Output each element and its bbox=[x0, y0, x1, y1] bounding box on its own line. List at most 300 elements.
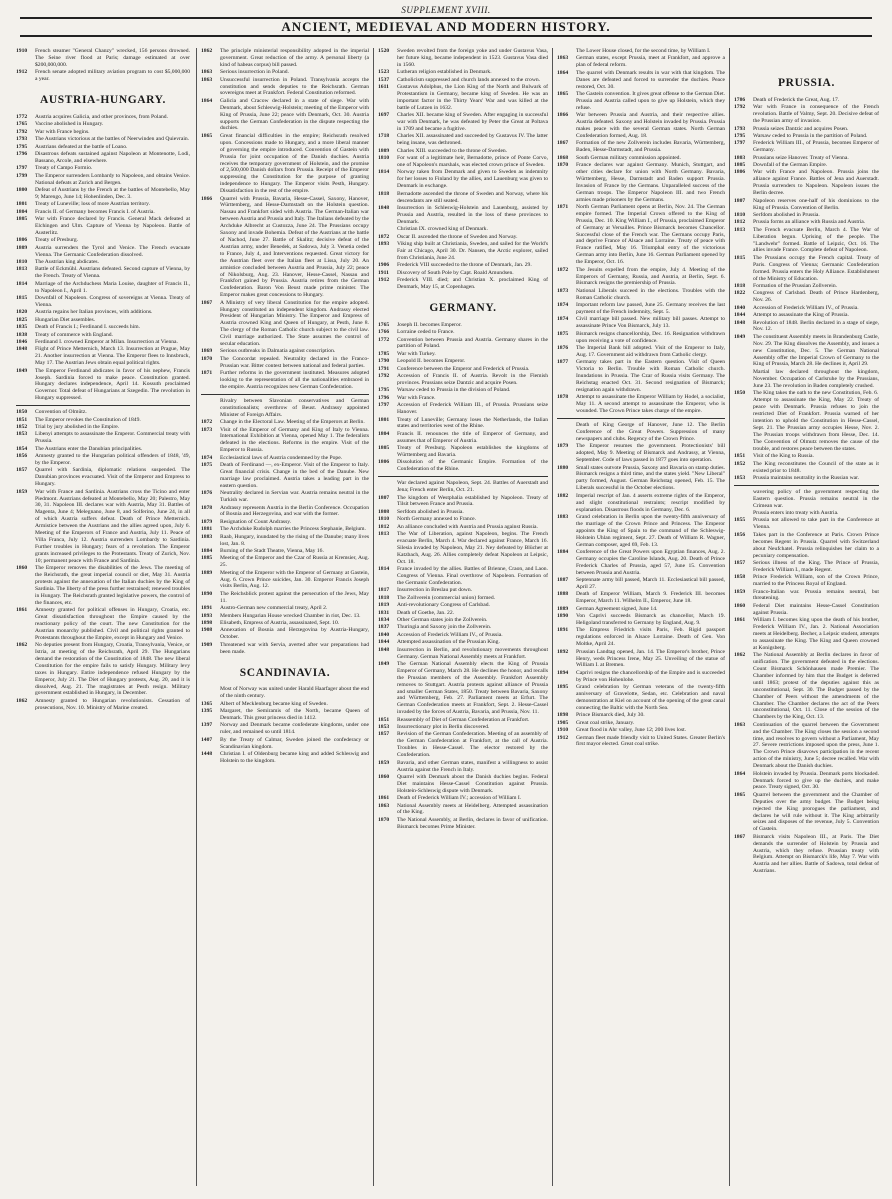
history-entry bbox=[557, 422, 725, 443]
entry-year: 1870 bbox=[378, 816, 390, 823]
entry-text: William I. becomes king upon the death of his brother, Frederick William IV., Jan. 2. National Association meets at Heidelberg. Becher, a Leipsic student, attempts to assassinate the King. The King and Queen crowned at Konigsberg. bbox=[753, 617, 879, 651]
entry-year: 1909 bbox=[201, 641, 213, 648]
entry-text: Libenyi attempts to assassinate the Emperor. Commercial treaty with Prussia. bbox=[35, 431, 190, 445]
history-entry bbox=[734, 162, 879, 169]
entry-year: 1864 bbox=[201, 97, 213, 104]
history-entry bbox=[734, 283, 879, 290]
entry-text: Catholicism suppressed and church lands annexed to the crown. bbox=[397, 76, 541, 83]
entry-text: Leopold II. becomes Emperor. bbox=[397, 358, 466, 365]
entry-year: 1856 bbox=[16, 453, 28, 460]
entry-year: 1804 bbox=[378, 430, 390, 437]
entry-text: Francis II. of Germany becomes Francis I. of Austria. bbox=[35, 208, 155, 215]
entry-text: Flight of Prince Metternich, March 13. Insurrection at Prague, May 21. Another insurrection at Vienna. The Emperor flees to Innsbruck, May 17. The Austrian Jews obtain equal political rights. bbox=[35, 346, 190, 367]
entry-year: 1813 bbox=[734, 226, 746, 233]
entry-year: 1898 bbox=[201, 620, 213, 626]
entry-text: An alliance concluded with Austria and Prussia against Russia. bbox=[397, 523, 538, 530]
entry-text: No deputies present from Hungary, Croatia, Transylvania, Venice, or Istria, at meeting of the Reichsrath, April 29. The Hungarians demand the restoration of the Constitution of 1848. The new liberal Constitution for the empire fails to satisfy Hungary. Military levy taxes in Hungary. Entire independence refused Hungary by the Emperor, July 21. The Diet of Hungary protests, Aug. 20, and it is dissolved, Aug. 21. The magistrates at Pesth resign. Military government established in Hungary, in December. bbox=[35, 642, 190, 697]
entry-text: Lutheran religion established in Denmark. bbox=[397, 69, 492, 76]
history-entry bbox=[16, 245, 190, 259]
entry-year: 1848 bbox=[16, 346, 28, 353]
entry-year: 1875 bbox=[201, 462, 213, 469]
entry-text: The Emperor resumes the government. Protectionists' bill adopted, May 9. Meeting of Bismarck and Andrassy, at Vienna, September. Code of laws passed in 1877 goes into operation. bbox=[576, 443, 725, 464]
entry-year: 1791 bbox=[378, 365, 390, 372]
entry-year: 1864 bbox=[557, 69, 569, 76]
entry-year: 1885 bbox=[201, 555, 213, 562]
entry-year: 1809 bbox=[16, 244, 28, 251]
history-entry bbox=[201, 526, 369, 533]
history-entry bbox=[201, 77, 369, 98]
history-entry bbox=[16, 446, 190, 453]
history-entry bbox=[378, 155, 548, 169]
entry-year: 1395 bbox=[201, 708, 213, 715]
entry-text: Frederick VIII succeeded to the throne of Denmark, Jan. 29. bbox=[397, 262, 532, 269]
history-entry bbox=[16, 151, 190, 165]
entry-year: 1792 bbox=[16, 128, 28, 135]
entry-text: Vaccine abolished in Hungary. bbox=[35, 121, 104, 128]
history-entry bbox=[378, 69, 548, 76]
history-entry bbox=[378, 516, 548, 523]
entry-year: 1910 bbox=[16, 48, 28, 54]
entry-text: Dissolution of the Germanic Empire. Formation of the Confederation of the Rhine. bbox=[397, 459, 548, 473]
history-entry bbox=[201, 505, 369, 519]
entry-text: Battle of Eckmühl. Austrians defeated. Second capture of Vienna, by the French. Treaty of Vienna. bbox=[35, 266, 190, 280]
entry-text: Hungarian Diet assembles. bbox=[35, 316, 96, 323]
entry-year: 1718 bbox=[378, 133, 390, 140]
history-entry bbox=[734, 461, 879, 475]
history-entry bbox=[16, 295, 190, 309]
entry-text: The Prussians occupy the French capital. Treaty of Paris. Congress of Vienna; Germanic Confederation formed. Prussia enters the Holy Alliance. Establishment of the Ministry of Education. bbox=[753, 254, 879, 282]
entry-text: Prussia maintains neutrality in the Russian war. bbox=[753, 474, 860, 481]
history-entry bbox=[378, 803, 548, 817]
entry-text: Formation of the Prussian Zollverein. bbox=[753, 282, 838, 289]
entry-year: 1879 bbox=[201, 518, 213, 525]
entry-text: Andrassy represents Austria in the Berlin Conference. Occupation of Bosnia and Herzegovina, and war with the former. bbox=[220, 504, 369, 518]
entry-year: 1793 bbox=[16, 136, 28, 143]
history-entry bbox=[734, 532, 879, 560]
entry-year: 1853 bbox=[378, 724, 390, 731]
entry-text: Conference of the Great Powers upon Egyptian finances, Aug. 2. Germany occupies the Caroline Islands, Aug. 20. Death of Prince Frederick Charles of Prussia, aged 57, June 15. Convention between Prussia and Austria. bbox=[576, 548, 725, 576]
history-entry bbox=[378, 639, 548, 646]
entry-text: Defeat of Austrians by the French at the battles of Montebello, May 9; Marengo, June 14; Hohenlinden, Dec. 3. bbox=[35, 187, 190, 200]
entry-year: 1851 bbox=[734, 453, 746, 460]
history-entry bbox=[378, 632, 548, 639]
section-prussia-early bbox=[734, 97, 879, 482]
entry-year: 1817 bbox=[378, 587, 390, 594]
history-entry bbox=[734, 510, 879, 517]
history-entry bbox=[201, 708, 369, 722]
history-entry bbox=[557, 48, 725, 55]
entry-year: 1793 bbox=[734, 125, 746, 132]
history-entry bbox=[201, 69, 369, 76]
history-entry bbox=[557, 267, 725, 288]
entry-year: 1894 bbox=[557, 669, 569, 676]
entry-text: Prussian Landtag opened, Jan. 14. The Emperor's brother, Prince Henry, weds Princess Irene, May 25. Unveiling of the statue of William I. at Bremen. bbox=[576, 648, 725, 669]
entry-year: 1820 bbox=[16, 309, 28, 316]
fold-divider bbox=[16, 405, 190, 406]
history-entry bbox=[378, 270, 548, 277]
history-entry bbox=[201, 548, 369, 555]
history-entry bbox=[378, 617, 548, 624]
entry-year bbox=[201, 398, 220, 419]
history-entry bbox=[16, 173, 190, 187]
entry-year: 1872 bbox=[557, 266, 569, 273]
history-entry bbox=[734, 397, 879, 452]
entry-year: 1871 bbox=[557, 203, 569, 210]
entry-text: The National Assembly, at Berlin, declares in favor of unification. Bismarck becomes Prime Minister. bbox=[397, 816, 548, 830]
history-entry bbox=[378, 661, 548, 716]
history-entry bbox=[734, 792, 879, 833]
history-entry bbox=[16, 187, 190, 201]
supplement-label: SUPPLEMENT XVIII. bbox=[401, 5, 491, 15]
history-entry bbox=[734, 453, 879, 460]
entry-text: The principle ministerial responsibility adopted in the imperial government. Great reduction of the army. A personal liberty (a kind of habeas corpus) bill passed. bbox=[220, 48, 369, 68]
entry-text: The Emperor Ferdinand abdicates in favor of his nephew, Francis Joseph. Sardinia forced to make peace. Constitution granted. Hungary declares independence, April 14. Kossuth proclaimed Governor. Total defeat of Hungarians at Szegedin. The revolution in Hungary suppressed. bbox=[35, 367, 190, 402]
entry-text: Death of Frederick the Great, Aug. 17. bbox=[753, 96, 840, 103]
history-entry bbox=[734, 334, 879, 369]
history-entry bbox=[201, 686, 369, 700]
history-entry bbox=[201, 737, 369, 751]
history-entry bbox=[201, 398, 369, 419]
history-entry bbox=[378, 647, 548, 661]
entry-text: Austria regains her Italian provinces, with additions. bbox=[35, 309, 153, 316]
history-entry bbox=[734, 320, 879, 334]
entry-year: 1872 bbox=[201, 419, 213, 426]
entry-year: 1863 bbox=[378, 802, 390, 809]
history-entry bbox=[201, 427, 369, 455]
history-entry bbox=[378, 431, 548, 445]
section-germany-middle bbox=[378, 480, 548, 830]
entry-year: 1869 bbox=[201, 348, 213, 355]
entry-text: The Empress Friedrich visits Paris, Feb. Rigid passport regulations enforced in Alsace Lorraine. Death of Gen. Von Moltke, April 24. bbox=[576, 627, 725, 648]
entry-year: 1835 bbox=[16, 324, 28, 331]
entry-year: 1877 bbox=[557, 359, 569, 366]
entry-year: 1893 bbox=[378, 240, 390, 247]
entry-text: Joseph II. becomes Emperor. bbox=[397, 321, 462, 328]
entry-text: The Archduke Rudolph marries the Princess Stephanie, Belgium. bbox=[220, 526, 366, 533]
entry-text: Unsuccessful insurrection in Poland. Transylvania accepts the constitution and sends deputies to the Reichsrath. German sovereigns meet at Frankfort. Federal Constitution reformed. bbox=[220, 76, 369, 97]
history-entry bbox=[734, 369, 879, 390]
entry-text: Other German states join the Zollverein. bbox=[397, 616, 488, 623]
history-entry bbox=[201, 591, 369, 605]
entry-text: France invaded by the allies. Battles of Brienne, Craon, and Laon. Congress of Vienna. Final overthrow of Napoleon. Formation of the Germanic Confederation. bbox=[397, 566, 548, 586]
history-entry bbox=[378, 77, 548, 84]
entry-year: 1806 bbox=[378, 459, 390, 466]
section-germany-continued bbox=[557, 48, 725, 415]
history-entry bbox=[557, 670, 725, 684]
history-entry bbox=[378, 262, 548, 269]
history-entry bbox=[734, 589, 879, 603]
entry-text: Amnesty granted to the Hungarian political offenders of 1848, '49, by the Emperor. bbox=[35, 453, 190, 467]
history-entry bbox=[734, 603, 879, 617]
history-entry bbox=[378, 595, 548, 602]
entry-year: 1891 bbox=[201, 605, 213, 612]
history-entry bbox=[557, 331, 725, 345]
history-entry bbox=[378, 509, 548, 516]
history-entry bbox=[557, 70, 725, 91]
entry-year: 1838 bbox=[16, 331, 28, 338]
entry-text: Napoleon reserves one-half of his dominions to the King of Prussia. Convention of Berlin. bbox=[753, 197, 879, 211]
entry-text: Great flood in Ahr valley, June 12; 200 lives lost. bbox=[576, 727, 687, 734]
entry-text: Death of Emperor William, March 9. Frederick III. becomes Emperor, March 11. Wilhelm II., Emperor, June 18. bbox=[576, 591, 725, 605]
history-entry bbox=[16, 409, 190, 416]
entry-year: 1822 bbox=[734, 290, 746, 297]
entry-year: 1611 bbox=[378, 84, 389, 91]
history-entry bbox=[557, 162, 725, 203]
entry-year: 1861 bbox=[734, 617, 746, 624]
history-entry bbox=[378, 395, 548, 402]
entry-text: Sweden revolted from the foreign yoke and under Gustavus Vasa, her future king, became independent in 1523. Gustavus Vasa died in 1560. bbox=[397, 48, 548, 68]
section-austria-modern bbox=[201, 398, 369, 656]
entry-year: 1853 bbox=[734, 474, 746, 481]
entry-text: Warsaw ceded to Prussia in the partition of Poland. bbox=[753, 132, 868, 139]
section-scandinavia-continued bbox=[378, 48, 548, 291]
entry-text: The Reichsblick protest against the persecution of the Jews, May 11. bbox=[220, 590, 369, 604]
entry-text: Revolution of 1848. Berlin declared in a stage of siege, Nov. 12. bbox=[753, 319, 879, 333]
history-entry bbox=[378, 480, 548, 494]
history-entry bbox=[734, 312, 879, 319]
entry-text: Quarrel between the government and the Chamber of Deputies over the army budget. The Budget being rejected the King prorogues the parliament, and declares he will rule without it. The King arbitrarily seizes and disposes of the revenue, July 5. Convention of Gastein. bbox=[753, 791, 879, 833]
entry-text: Quarrel with Prussia, Bavaria, Hesse-Cassel, Saxony, Hanover, Württemberg, and Hesse-Darmstadt on the Holstein question. Nassau and Frankfort sided with Austria. The German-Italian war between Austria and Prussia and Italy. The Italians defeated by the Archduke Albrecht at Custozza, June 24. The Prussians occupy Saxony and invade Bohemia. Defeat of the Austrians at the battle of Nachod, June 27. Battle of Skalitz; decisive defeat of the Austrian army, under Benedek, at Sadowa, July 3. Venetia ceded to France, July 4, and Interventions requested. Great victory for the Austrian fleet over the Italian fleet at Lissa, July 20. An armistice concluded between Austria and Prussia, July 22; peace of Nikolsburg, Aug. 23. Hanover, Hesse-Cassel, Nassau and Frankfort gained by Prussia. Austria retires from the German Confederation. Baron Von Beust made prime minister. The Emperor makes great concessions to Hungary. bbox=[220, 195, 369, 299]
history-entry bbox=[378, 417, 548, 431]
entry-text: Francis II. renounces the title of Emperor of Germany, and assumes that of Emperor of Austria. bbox=[397, 430, 548, 444]
entry-text: German states, except Prussia, meet at Frankfort, and approve a plan of federal reform. bbox=[576, 55, 725, 69]
history-entry bbox=[16, 136, 190, 143]
entry-year: 1889 bbox=[201, 569, 213, 576]
history-entry bbox=[557, 735, 725, 749]
entry-text: Attempt to assassinate the Emperor William by Hodel, a socialist, May 11. A second attempt to assassinate the Emperor, who is wounded. The Crown Prince takes charge of the empire. bbox=[576, 394, 725, 415]
entry-text: The French evacuate Berlin, March 4. The War of Liberation begun. Uprising of the people. The "Landwehr" formed. Battle of Leipzic, Oct. 16. The allies invade France. Complete defeat of Napoleon. bbox=[753, 226, 879, 254]
history-entry bbox=[378, 731, 548, 759]
history-entry bbox=[557, 591, 725, 605]
entry-text: Prussians seize Hanover. Treaty of Vienna. bbox=[753, 154, 849, 161]
entry-year: 1867 bbox=[557, 140, 569, 147]
entry-year bbox=[734, 510, 753, 517]
entry-year bbox=[201, 686, 220, 700]
entry-text: Treaty of Presburg. bbox=[35, 237, 79, 244]
entry-text: Great coal strike, January. bbox=[576, 719, 635, 726]
section-scandinavia bbox=[201, 686, 369, 764]
entry-text: The Austrian king abdicates. bbox=[35, 259, 100, 266]
history-entry bbox=[201, 555, 369, 569]
entry-text: French senate adopted military aviation program to cost $5,000,000 a year. bbox=[35, 69, 190, 83]
entry-text: Insurrection in Schleswig-Holstein and Lauenburg, assisted by Prussia and Austria, resulted in the loss of these provinces to Denmark. bbox=[397, 204, 548, 225]
entry-year: 1905 bbox=[557, 719, 569, 726]
history-entry bbox=[201, 605, 369, 612]
entry-text: Great financial difficulties in the empire; Reichsrath resolved upon. Concessions made to Hungary, and a more liberal manner of governing the empire introduced. Convention of Gastein with Prussia for joint occupation of the Danish duchies. Austria receives the temporary government of Holstein, and the promise of 2,500,000 Danish dollars from Prussia. Receipt of the Emperor suppressing the Constitution for the purpose of granting independence to Hungary. The Emperor visits Pesth, Hungary. Dissatisfaction in the rest of the empire. bbox=[220, 132, 369, 195]
history-entry bbox=[378, 587, 548, 594]
entry-text: Reassembly of Diet of German Confederation at Frankfort. bbox=[397, 716, 530, 723]
history-entry bbox=[734, 517, 879, 531]
entry-year: 1796 bbox=[378, 394, 390, 401]
history-entry bbox=[734, 771, 879, 792]
entry-year: 1862 bbox=[734, 652, 746, 659]
entry-text: Norway taken from Denmark and given to Sweden as indemnity for her losses to Finland by the allies, and Lauenburg was given to Denmark in exchange. bbox=[397, 169, 548, 190]
entry-year: 1844 bbox=[378, 639, 390, 646]
entry-text: Accession of Francis II. of Austria. Revolt in the Flemish provinces. Prussians seize Dantzic and acquire Posen. bbox=[397, 373, 548, 386]
entry-year: 1795 bbox=[734, 132, 746, 139]
entry-year: 1878 bbox=[201, 504, 213, 511]
entry-text: Treaty of Luneville; loss of more Austrian territory. bbox=[35, 201, 151, 208]
entry-year: 1801 bbox=[16, 201, 28, 208]
entry-year: 1803 bbox=[734, 154, 746, 161]
history-entry bbox=[557, 720, 725, 727]
history-entry bbox=[734, 212, 879, 219]
history-entry bbox=[201, 48, 369, 69]
entry-text: Bernadotte ascended the throne of Sweden and Norway, where his descendants are still seated. bbox=[397, 190, 548, 204]
history-entry bbox=[16, 489, 190, 565]
history-entry bbox=[378, 524, 548, 531]
entry-year: 1850 bbox=[734, 390, 746, 397]
entry-text: Frederick VIII. died; and Christian X. proclaimed King of Denmark, May 15, at Copenhagen. bbox=[397, 277, 548, 290]
entry-text: Revision of the German Confederation. Meeting of an assembly of the German Confederation at Frankfort, at the call of Austria. Troubles in Hesse-Cassel. The elector restored by the Confederation. bbox=[397, 731, 548, 759]
entry-text: The constituent Assembly meets in Brandenburg Castle, Nov. 29. The King dissolves the Assembly, and issues a new Constitution, Dec. 5. The German National Assembly offer the Imperial Crown of Germany to the King of Prussia, March 28. He declines it, April 29. bbox=[753, 333, 879, 368]
entry-year: 1878 bbox=[557, 394, 569, 401]
entry-text: Serfdom abolished in Prussia. bbox=[397, 508, 464, 515]
history-entry bbox=[734, 617, 879, 652]
history-entry bbox=[201, 701, 369, 708]
entry-text: Downfall of the German Empire. bbox=[753, 162, 828, 169]
history-entry bbox=[557, 613, 725, 627]
heading-scandinavia: SCANDINAVIA. bbox=[239, 666, 331, 679]
entry-text: Change in the Electoral Law. Meeting of the Emperors at Berlin. bbox=[220, 419, 365, 426]
history-entry bbox=[378, 373, 548, 387]
entry-text: Von Caprivi succeeds Bismarck as chancellor, March 19. Heligoland transferred to Germany by England, Aug. 9. bbox=[576, 613, 725, 626]
entry-text: For want of a legitimate heir, Bernadotte, prince of Ponte Corvo, one of Napoleon's marshals, was elected crown prince of Sweden. bbox=[397, 155, 548, 168]
history-entry bbox=[378, 774, 548, 795]
history-entry bbox=[16, 332, 190, 339]
entry-text: Frederick William III., of Prussia, becomes Emperor of Germany. bbox=[753, 140, 879, 154]
entry-year: 1883 bbox=[557, 513, 569, 520]
entry-text: War with France and Napoleon. Prussia joins the alliance against France. Battles of Jena and Auerstadt. Prussia surrenders to Napoleon. Napoleon issues the Berlin decree. bbox=[753, 169, 879, 197]
entry-year: 1807 bbox=[378, 494, 390, 501]
entry-year: 1861 bbox=[378, 795, 390, 802]
entry-text: Ecclesiastical laws of Austria condemned by the Pope. bbox=[220, 454, 343, 461]
entry-year: 1805 bbox=[16, 216, 28, 223]
history-entry bbox=[557, 465, 725, 493]
entry-year: 1906 bbox=[378, 262, 390, 269]
entry-text: Death of Goethe, Jan. 22. bbox=[397, 609, 455, 616]
entry-year: 1890 bbox=[201, 590, 213, 597]
entry-text: Charles XIII. succeeded to the throne of Sweden. bbox=[397, 147, 508, 154]
entry-text: Death of Frederick William IV.; accession of William I. bbox=[397, 795, 522, 802]
history-entry bbox=[201, 642, 369, 656]
history-entry bbox=[557, 345, 725, 359]
entry-text: Serious outbreaks in Dalmatia against conscription. bbox=[220, 348, 336, 355]
history-entry bbox=[557, 316, 725, 330]
entry-text: Convention between Prussia and Austria. Germany shares in the partition of Poland. bbox=[397, 336, 548, 350]
entry-year: 1797 bbox=[378, 402, 390, 409]
entry-text: Continuation of the quarrel between the Government and the Chamber. The King closes the session a second time, and resolves to govern without a Parliament, May 27. Severe restrictions imposed upon the press, June 1. The Crown Prince disavows participation in the recent action of the ministry, June 5; decree recalled. War with Denmark about the Danish duchies. bbox=[753, 721, 879, 770]
history-entry bbox=[16, 317, 190, 324]
entry-text: The quarrel with Denmark results in war with that kingdom. The Danes are defeated and forced to surrender the duchies. Peace restored, Oct. 30. bbox=[576, 69, 725, 90]
entry-year: 1881 bbox=[201, 526, 213, 533]
entry-text: The Lower House closed, for the second time, by William I. bbox=[576, 48, 711, 54]
entry-year: 1844 bbox=[734, 312, 746, 319]
history-entry bbox=[557, 493, 725, 514]
entry-year: 1859 bbox=[16, 488, 28, 495]
history-entry bbox=[16, 339, 190, 346]
entry-text: Further reforms in the government instituted. Measures adopted looking to the representation of all the nationalities embraced in the empire. Austria recognizes new German Confederation. bbox=[220, 370, 369, 390]
history-entry bbox=[378, 329, 548, 336]
entry-text: Insurrection in Berlin, and revolutionary movements throughout Germany. German National Assembly meets at Frankfort. bbox=[397, 646, 548, 660]
history-entry bbox=[201, 348, 369, 355]
entry-year: 1697 bbox=[378, 112, 390, 119]
entry-year: 1799 bbox=[16, 172, 28, 179]
history-entry bbox=[734, 219, 879, 226]
entry-year bbox=[734, 489, 753, 510]
entry-text: Quarrel with Sardinia, diplomatic relations suspended. The Danubian provinces evacuated. Visit of the Emperor and Empress to Hungary. bbox=[35, 467, 190, 488]
history-entry bbox=[201, 570, 369, 591]
entry-text: The Jesuits expelled from the empire, July 4. Meeting of the Emperors of Germany, Russia, and Austria, at Berlin, Sept. 6. Bismarck resigns the premiership of Prussia. bbox=[576, 266, 725, 287]
entry-text: Threatened war with Servia, averted after war preparations had been made. bbox=[220, 641, 369, 655]
entry-text: German Agreement signed, June 14. bbox=[576, 605, 658, 612]
history-entry bbox=[734, 560, 879, 574]
entry-year: 1846 bbox=[16, 339, 28, 346]
entry-year: 1875 bbox=[557, 330, 569, 337]
entry-text: War with Turkey. bbox=[397, 350, 436, 357]
history-entry bbox=[734, 834, 879, 875]
entry-year: 1876 bbox=[557, 345, 569, 352]
entry-text: Accession of Frederick William IV., of Prussia. bbox=[753, 304, 859, 311]
entry-year: 1887 bbox=[557, 577, 569, 584]
entry-text: German fleet made friendly visit to United States. Greater Berlin's first mayor elected. Great coal strike. bbox=[576, 734, 725, 748]
column-2 bbox=[196, 48, 372, 1186]
fold-divider bbox=[734, 485, 879, 486]
entry-year: 1848 bbox=[378, 204, 390, 211]
history-entry bbox=[734, 198, 879, 212]
entry-text: Bismarck resigns chancellorship, Dec. 16. Resignation withdrawn upon receiving a vote of confidence. bbox=[576, 330, 725, 344]
entry-year: 1863 bbox=[557, 55, 569, 62]
history-entry bbox=[16, 237, 190, 244]
history-entry bbox=[557, 204, 725, 266]
history-entry bbox=[378, 610, 548, 617]
history-entry bbox=[557, 684, 725, 712]
section-prussia-late bbox=[734, 489, 879, 875]
entry-year: 1852 bbox=[16, 424, 28, 430]
column-5 bbox=[729, 48, 879, 1186]
entry-year: 1865 bbox=[201, 132, 213, 139]
entry-year: 1825 bbox=[16, 316, 28, 323]
entry-year: 1795 bbox=[378, 387, 390, 394]
page-title: ANCIENT, MEDIEVAL AND MODERN HISTORY. bbox=[20, 17, 872, 37]
entry-text: Grand celebration by German veterans of the twenty-fifth anniversary of Gravelotte, Sedan, etc. Celebration and naval demonstration at Kiel on account of the opening of the great canal connecting the Baltic with the North Sea. bbox=[576, 684, 725, 711]
entry-year: 1831 bbox=[378, 609, 390, 616]
entry-year: 1865 bbox=[734, 791, 746, 798]
entry-year: 1884 bbox=[557, 548, 569, 555]
history-entry bbox=[557, 712, 725, 719]
history-entry bbox=[557, 549, 725, 577]
entry-year: 1819 bbox=[378, 602, 390, 609]
entry-text: Attempt to assassinate the King of Prussia. bbox=[753, 312, 849, 319]
entry-text: Death of Ferdinand —, ex-Emperor. Visit of the Emperor to Italy. Great financial crisis. Change in the bed of the Danube. New marriage law proclaimed. Austria takes a leading part in the eastern question. bbox=[220, 462, 369, 489]
history-entry bbox=[16, 216, 190, 237]
history-entry bbox=[557, 443, 725, 464]
entry-text: Prince Frederick William, son of the Crown Prince, married to the Princess Royal of England. bbox=[753, 574, 879, 588]
entry-text: France declares war against Germany. Munich, Stuttgart, and other cities declare for union with North Germany. Bavaria, Württemberg, Hesse, Darmstadt and Baden support Prussia. Invasion of France by the Germans. Unparalleled success of the German troops. The Emperor Napoleon III. and two French armies made prisoners by the Germans. bbox=[576, 162, 725, 203]
entry-text: The Imperial Bank bill adopted. Visit of the Emperor to Italy, Aug. 17. Government aid withdrawn from Catholic clergy. bbox=[576, 345, 725, 358]
history-entry bbox=[734, 305, 879, 312]
entry-year: 1786 bbox=[734, 96, 746, 103]
entry-year: 1851 bbox=[378, 716, 390, 723]
entry-year bbox=[734, 397, 753, 452]
entry-year: 1806 bbox=[734, 169, 746, 176]
entry-text: The Zollverein (commercial union) formed. bbox=[397, 594, 496, 601]
entry-year: 1852 bbox=[734, 460, 746, 467]
entry-year: 1849 bbox=[734, 333, 746, 340]
history-entry bbox=[378, 84, 548, 112]
history-entry bbox=[16, 642, 190, 697]
entry-year: 1912 bbox=[378, 277, 390, 283]
